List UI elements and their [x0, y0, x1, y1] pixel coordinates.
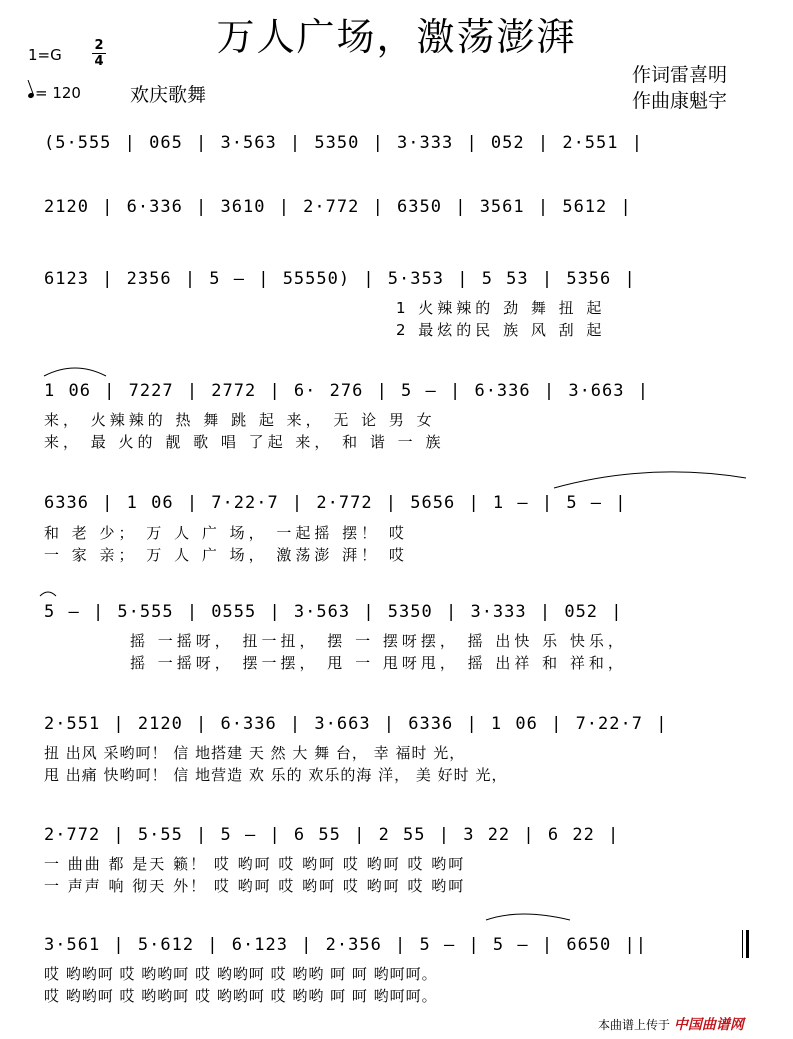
lyric-row-9-verse-1: 哎 哟哟呵 哎 哟哟呵 哎 哟哟呵 哎 哟哟 呵 呵 哟呵呵。 [44, 965, 438, 983]
notation-row-5: 6336 | 1 06 | 7·22·7 | 2·772 | 5656 | 1 – | 5 – | [44, 493, 627, 513]
lyric-row-3-verse-2: 2 最炫的民 族 风 刮 起 [396, 321, 606, 339]
meter-top: 2 [94, 38, 104, 53]
lyric-row-8-verse-1: 一 曲曲 都 是天 籁！ 哎 哟呵 哎 哟呵 哎 哟呵 哎 哟呵 [44, 855, 466, 873]
slur-2 [554, 472, 746, 488]
slur-4 [486, 914, 570, 920]
lyricist-credit: 作词雷喜明 [632, 64, 728, 86]
source-footer [598, 1014, 744, 1034]
notation-row-8: 2·772 | 5·55 | 5 – | 6 55 | 2 55 | 3 22 | 6 22 | [44, 825, 620, 845]
notation-row-7: 2·551 | 2120 | 6·336 | 3·663 | 6336 | 1 06 | 7·22·7 | [44, 714, 668, 734]
notation-row-1: (5·555 | 065 | 3·563 | 5350 | 3·333 | 052 | 2·551 | [44, 133, 643, 153]
meter-bottom: 4 [92, 53, 106, 69]
slur-1 [44, 368, 106, 376]
lyric-row-8-verse-2: 一 声声 响 彻天 外！ 哎 哟呵 哎 哟呵 哎 哟呵 哎 哟呵 [44, 877, 466, 895]
lyric-row-4-verse-2: 来， 最 火的 靓 歌 唱 了起 来， 和 谐 一 族 [44, 433, 445, 451]
notation-row-6: 5 – | 5·555 | 0555 | 3·563 | 5350 | 3·333 | 052 | [44, 602, 623, 622]
notation-row-2: 2120 | 6·336 | 3610 | 2·772 | 6350 | 3561 | 5612 | [44, 197, 632, 217]
lyric-row-3-verse-1: 1 火辣辣的 劲 舞 扭 起 [396, 299, 606, 317]
notation-row-4: 1 06 | 7227 | 2772 | 6· 276 | 5 – | 6·336 | 3·663 | [44, 381, 649, 401]
composer-credit: 作曲康魁宇 [632, 90, 728, 112]
lyric-row-5-verse-2: 一 家 亲； 万 人 广 场， 激荡澎 湃！ 哎 [44, 546, 408, 564]
lyric-row-4-verse-1: 来， 火辣辣的 热 舞 跳 起 来， 无 论 男 女 [44, 411, 436, 429]
lyric-row-7-verse-1: 扭 出风 采哟呵！ 信 地搭建 天 然 大 舞 台， 幸 福时 光， [44, 744, 466, 762]
footer-text: 本曲谱上传于 [598, 1018, 671, 1032]
lyric-row-9-verse-2: 哎 哟哟呵 哎 哟哟呵 哎 哟哟呵 哎 哟哟 呵 呵 哟呵呵。 [44, 987, 438, 1005]
notation-row-9: 3·561 | 5·612 | 6·123 | 2·356 | 5 – | 5 – | 6650 || [44, 935, 647, 955]
notation-row-3: 6123 | 2356 | 5 – | 55550) | 5·353 | 5 53 | 5356 | [44, 269, 636, 289]
lyric-row-7-verse-2: 甩 出痛 快哟呵！ 信 地营造 欢 乐的 欢乐的海 洋， 美 好时 光， [44, 766, 508, 784]
site-logo[interactable]: 中国曲谱网 [673, 1017, 744, 1033]
performance-style: 欢庆歌舞 [130, 84, 207, 106]
tempo-value: = 120 [35, 84, 81, 102]
score-title: 万人广场，激荡澎湃 [216, 15, 577, 59]
lyric-row-6-verse-1: 摇 一摇呀， 扭一扭， 摆 一 摆呀摆， 摇 出快 乐 快乐， [130, 632, 627, 650]
lyric-row-6-verse-2: 摇 一摇呀， 摆一摆， 甩 一 甩呀甩， 摇 出祥 和 祥和， [130, 654, 627, 672]
key-signature: 1=G [28, 46, 62, 64]
slur-3 [40, 592, 56, 596]
lyric-row-5-verse-1: 和 老 少； 万 人 广 场， 一起摇 摆！ 哎 [44, 524, 408, 542]
